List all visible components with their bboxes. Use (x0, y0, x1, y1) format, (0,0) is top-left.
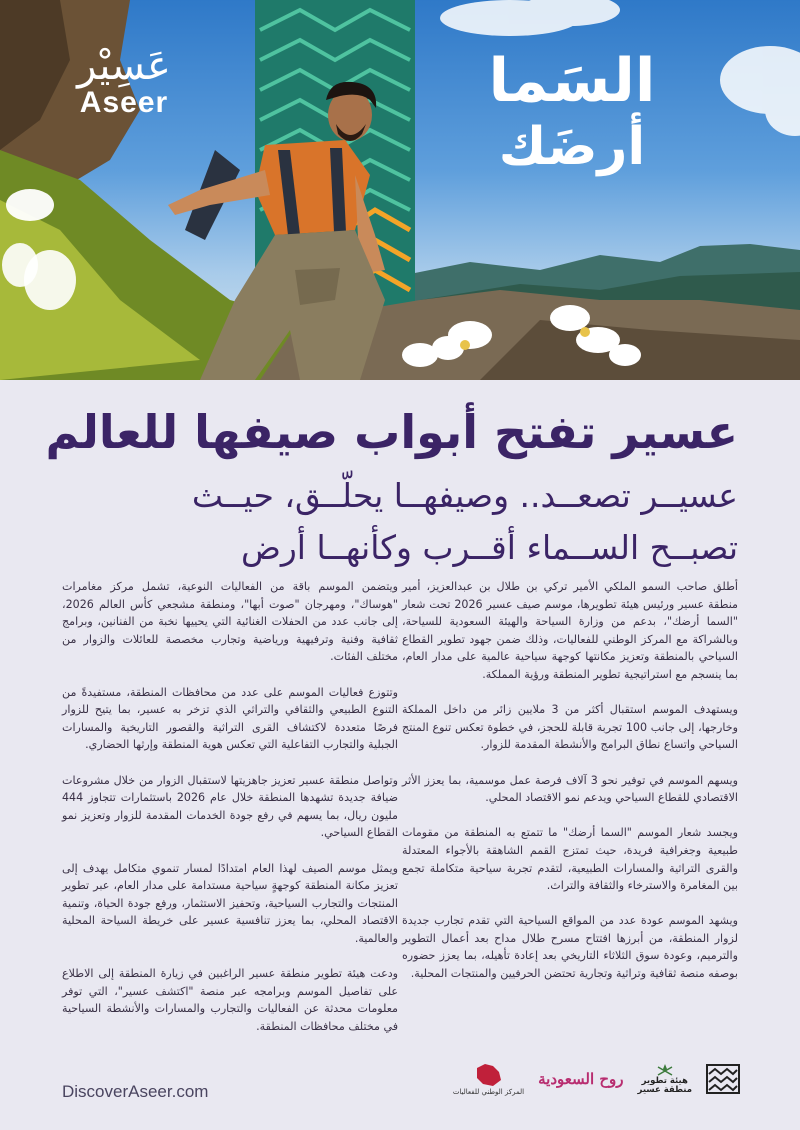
paragraph: ويجسد شعار الموسم "السما أرضك" ما تتمتع به المنطقة من مقومات طبيعية وجغرافية فريدة، حيث تمتزج القمم الشاهقة بالأجواء المعتدلة والقرى التراثية والمسارات الطبيعية، لتقدم تجربة سياحية متكاملة تجمع بين المغامرة والاسترخاء والثقافة والتراث. (402, 826, 738, 893)
aseer-logo-english: Aseer (79, 86, 169, 119)
paragraph: وتواصل منطقة عسير تعزيز جاهزيتها لاستقبال الزوار من خلال مشروعات ضيافة جديدة تشهدها المنطقة خلال عام 2026 باستثمارات تتجاوز 444 مليون ريال، بما يسهم في رفع جودة الخدمات المقدمة للزوار وتعزيز نمو القطاع السياحي. (62, 773, 399, 840)
aseer-logo-arabic: عَسِيْر (77, 43, 171, 89)
authority-name-line-2: منطقة عسير (637, 1085, 692, 1095)
paragraph: ويشهد الموسم عودة عدد من المواقع السياحية التي تقدم تجارب جديدة لزوار المنطقة، من أبرزها افتتاح مسرح طلال مداح بعد أعمال التطوير والترميم، وعودة سوق الثلاثاء التاريخي بعد إعادة تأهيله، بما يعزز حضوره بوصفه منصة ثقافية وتراثية وتجارية تحتضن الحرفيين والمنتجات المحلية. (402, 914, 738, 981)
emblem-icon (656, 1063, 674, 1077)
logo-saudi-spirit (538, 1069, 624, 1088)
subhead-line-2: تصبــح الســماء أقــرب وكأنهــا أرض (240, 528, 738, 567)
slogan-line-1: السَما (488, 46, 656, 116)
paragraph: وتتوزع فعاليات الموسم على عدد من محافظات المنطقة، مستفيدةً من التنوع الطبيعي والثقافي والتراثي الذي تزخر به عسير، بما يتيح للزوار فرصًا متعددة لاكتشاف القرى التراثية والقصور التاريخية والمسارات الجبلية والتجارب التفاعلية التي تعكس هوية المنطقة وإرثها الحضاري. (62, 685, 398, 752)
subhead-line-1: عسيــر تصعــد.. وصيفهــا يحلّــق، حيــث (191, 476, 738, 515)
hero-banner (0, 0, 800, 380)
partner-logos (440, 1054, 740, 1104)
paragraph: ويمثل موسم الصيف لهذا العام امتدادًا لمسار تنموي متكامل يهدف إلى تعزيز مكانة المنطقة كوجهةٍ سياحية مستدامة على مدار العام، عبر تطوير المنتجات والتجارب السياحية، وتحفيز الاستثمار، ورفع جودة الحياة، وتنمية الاقتصاد المحلي، بما يعزز تنافسية عسير على خريطة السياحة المحلية والعالمية. (62, 861, 398, 945)
events-center-name: المركز الوطني للفعاليات (452, 1087, 525, 1096)
saudi-map-icon (473, 1062, 503, 1088)
campaign-slogan (422, 46, 722, 178)
logo-events-center (453, 1062, 524, 1097)
paragraph: ويسهم الموسم في توفير نحو 3 آلاف فرصة عمل موسمية، بما يعزز الأثر الاقتصادي للقطاع السياحي ويدعم نمو الاقتصاد المحلي. (402, 773, 738, 805)
paragraph: ويتضمن الموسم باقة من الفعاليات النوعية، تشمل مركز مغامرات "هوساك"، ومهرجان "صوت أبها"، ومنطقة مشجعي كأس العالم 2026، إلى جانب عدد من الحفلات الغنائية التي يحييها نخبة من الفنانين، وبرامج ثقافية وفنية وترفيهية ورياضية وتجارب مخصصة للعائلات والزوار من مختلف الفئات. (62, 580, 398, 664)
logo-aseer-authority (706, 1064, 740, 1094)
aseer-pattern-icon (706, 1064, 740, 1094)
aseer-logo (54, 44, 194, 118)
slogan-line-2: أرضَك (498, 117, 646, 177)
paragraph: أطلق صاحب السمو الملكي الأمير تركي بن طلال بن عبدالعزيز، أمير منطقة عسير ورئيس هيئة تطويرها، موسم صيف عسير 2026 تحت شعار "السما أرضك"، بدعم من وزارة السياحة والهيئة السعودية للسياحة، وبالشراكة مع المركز الوطني للفعاليات، وذلك ضمن جهود تطوير القطاع السياحي بالمنطقة وتعزيز مكانتها كوجهة سياحية عالمية على مدار العام، بما ينسجم مع استراتيجية تطوير المنطقة ورؤية المملكة. (402, 580, 738, 681)
paragraph: ويستهدف الموسم استقبال أكثر من 3 ملايين زائر من داخل المملكة وخارجها، إلى جانب 100 تجربة قابلة للحجز، في خطوة تعكس تنوع المنتج السياحي واتساع نطاق البرامج والأنشطة المقدمة للزوار. (402, 703, 738, 752)
article-headline: عسير تفتح أبواب صيفها للعالم (45, 405, 738, 459)
logo-development-authority (638, 1063, 692, 1095)
article-subheadline (58, 470, 738, 574)
article-column-left (62, 578, 398, 1053)
saudi-spirit-wordmark: روح السعودية (538, 1069, 624, 1088)
paragraph: ودعت هيئة تطوير منطقة عسير الراغبين في زيارة المنطقة إلى الاطلاع على تفاصيل الموسم وبرامجه عبر منصة "اكتشف عسير"، التي توفر معلومات محدثة عن الفعاليات والتجارب والمسارات والأنشطة السياحية في مختلف محافظات المنطقة. (62, 967, 398, 1033)
authority-name-line-1: هيئة تطوير (641, 1076, 688, 1086)
article-column-right (402, 578, 738, 1000)
website-link[interactable]: DiscoverAseer.com (62, 1082, 209, 1101)
